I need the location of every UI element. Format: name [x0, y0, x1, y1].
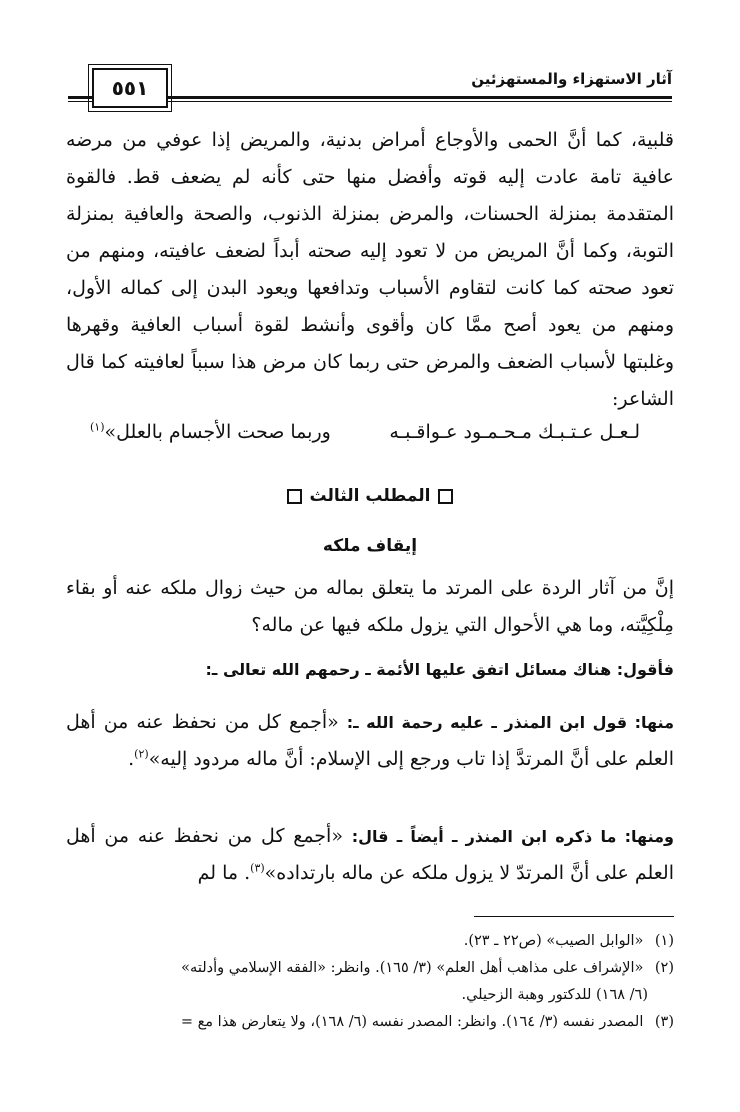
paragraph-3-text: «أجمع كل من نحفظ عنه من أهل العلم على أنَّ المرتدَّ إذا تاب ورجع إلى الإسلام: أنَّ ماله مردود إليه»: [66, 711, 674, 770]
footnote-1-number: (١): [654, 933, 674, 949]
paragraph-3-lead: منها: قول ابن المنذر ـ عليه رحمة الله ـ:: [346, 713, 674, 732]
footnote-2-text: «الإشراف على مذاهب أهل العلم» (٣/ ١٦٥). وانظر: «الفقه الإسلامي وأدلته»: [181, 960, 644, 976]
paragraph-4-text: «أجمع كل من نحفظ عنه من أهل العلم على أنَّ المرتدّ لا يزول ملكه عن ماله بارتداده»: [66, 825, 674, 884]
poetry-verse: [90, 421, 640, 443]
footnote-ref-2: (٢): [134, 747, 149, 761]
subheading: إيقاف ملكه: [322, 536, 418, 556]
footnote-rule: [474, 916, 674, 917]
section-heading: [0, 486, 740, 506]
square-bullet-icon: [287, 489, 302, 504]
footnote-2-continuation: (٦/ ١٦٨) للدكتور وهبة الزحيلي.: [461, 987, 648, 1003]
footnote-1-text: «الوابل الصيب» (ص٢٢ ـ ٢٣).: [463, 933, 644, 949]
running-title: آثار الاستهزاء والمستهزئين: [471, 70, 672, 88]
paragraph-4: [66, 818, 674, 892]
footnote-3: [60, 1009, 674, 1036]
paragraph-4-lead: ومنها: ما ذكره ابن المنذر ـ أيضاً ـ قال:: [351, 827, 674, 846]
footnotes: [60, 928, 674, 1036]
footnote-3-text: المصدر نفسه (٣/ ١٦٤). وانظر: المصدر نفسه (٦/ ١٦٨)، ولا يتعارض هذا مع =: [180, 1014, 644, 1030]
footnote-3-number: (٣): [654, 1014, 674, 1030]
statement-line: فأقول: هناك مسائل اتفق عليها الأئمة ـ رحمهم الله تعالى ـ:: [205, 660, 674, 679]
page-number: ٥٥١: [92, 68, 168, 108]
paragraph-3: [66, 704, 674, 778]
footnote-1: [60, 928, 674, 955]
footnote-2: [60, 955, 674, 1009]
footnote-ref-3: (٣): [250, 861, 265, 875]
paragraph-2: إنَّ من آثار الردة على المرتد ما يتعلق بماله من حيث زوال ملكه عنه أو بقاء مِلْكِيَّته، وما هي الأحوال التي يزول ملكه فيها عن ماله؟: [66, 577, 674, 636]
section-heading-text: المطلب الثالث: [309, 486, 431, 506]
paragraph-1: قلبية، كما أنَّ الحمى والأوجاع أمراض بدنية، والمريض إذا عوفي من مرضه عافية تامة عادت إليه قوته وأفضل منها حتى كأنه لم يضعف قط. فالقوة المتقدمة بمنزلة الحسنات، والمرض بمنزلة الذنوب، والصحة والعافية بمنزلة التوبة، وكما أنَّ المريض من لا تعود إليه صحته أبداً لضعف عافيته، ومنهم من تعود صحته كما كانت لتقاوم الأسباب وتدافعها ويعود البدن إلى كماله الأول، ومنهم من يعود أصح ممَّا كان وأقوى وأنشط لقوة أسباب العافية وقهرها وغلبتها لأسباب الضعف والمرض حتى ربما كان مرض هذا سبباً لعافيته كما قال الشاعر:: [66, 129, 674, 410]
paragraph-4-end: . ما لم: [197, 862, 251, 884]
poetry-second-text: وربما صحت الأجسام بالعلل»: [104, 421, 331, 443]
square-bullet-icon: [438, 489, 453, 504]
poetry-second-hemistich: [90, 421, 331, 443]
footnote-ref-1: (١): [90, 420, 105, 434]
paragraph-3-end: .: [128, 748, 135, 770]
footnote-2-number: (٢): [654, 960, 674, 976]
poetry-first-hemistich: لـعـل عـتـبـك مـحـمـود عـواقـبـه: [389, 421, 640, 443]
